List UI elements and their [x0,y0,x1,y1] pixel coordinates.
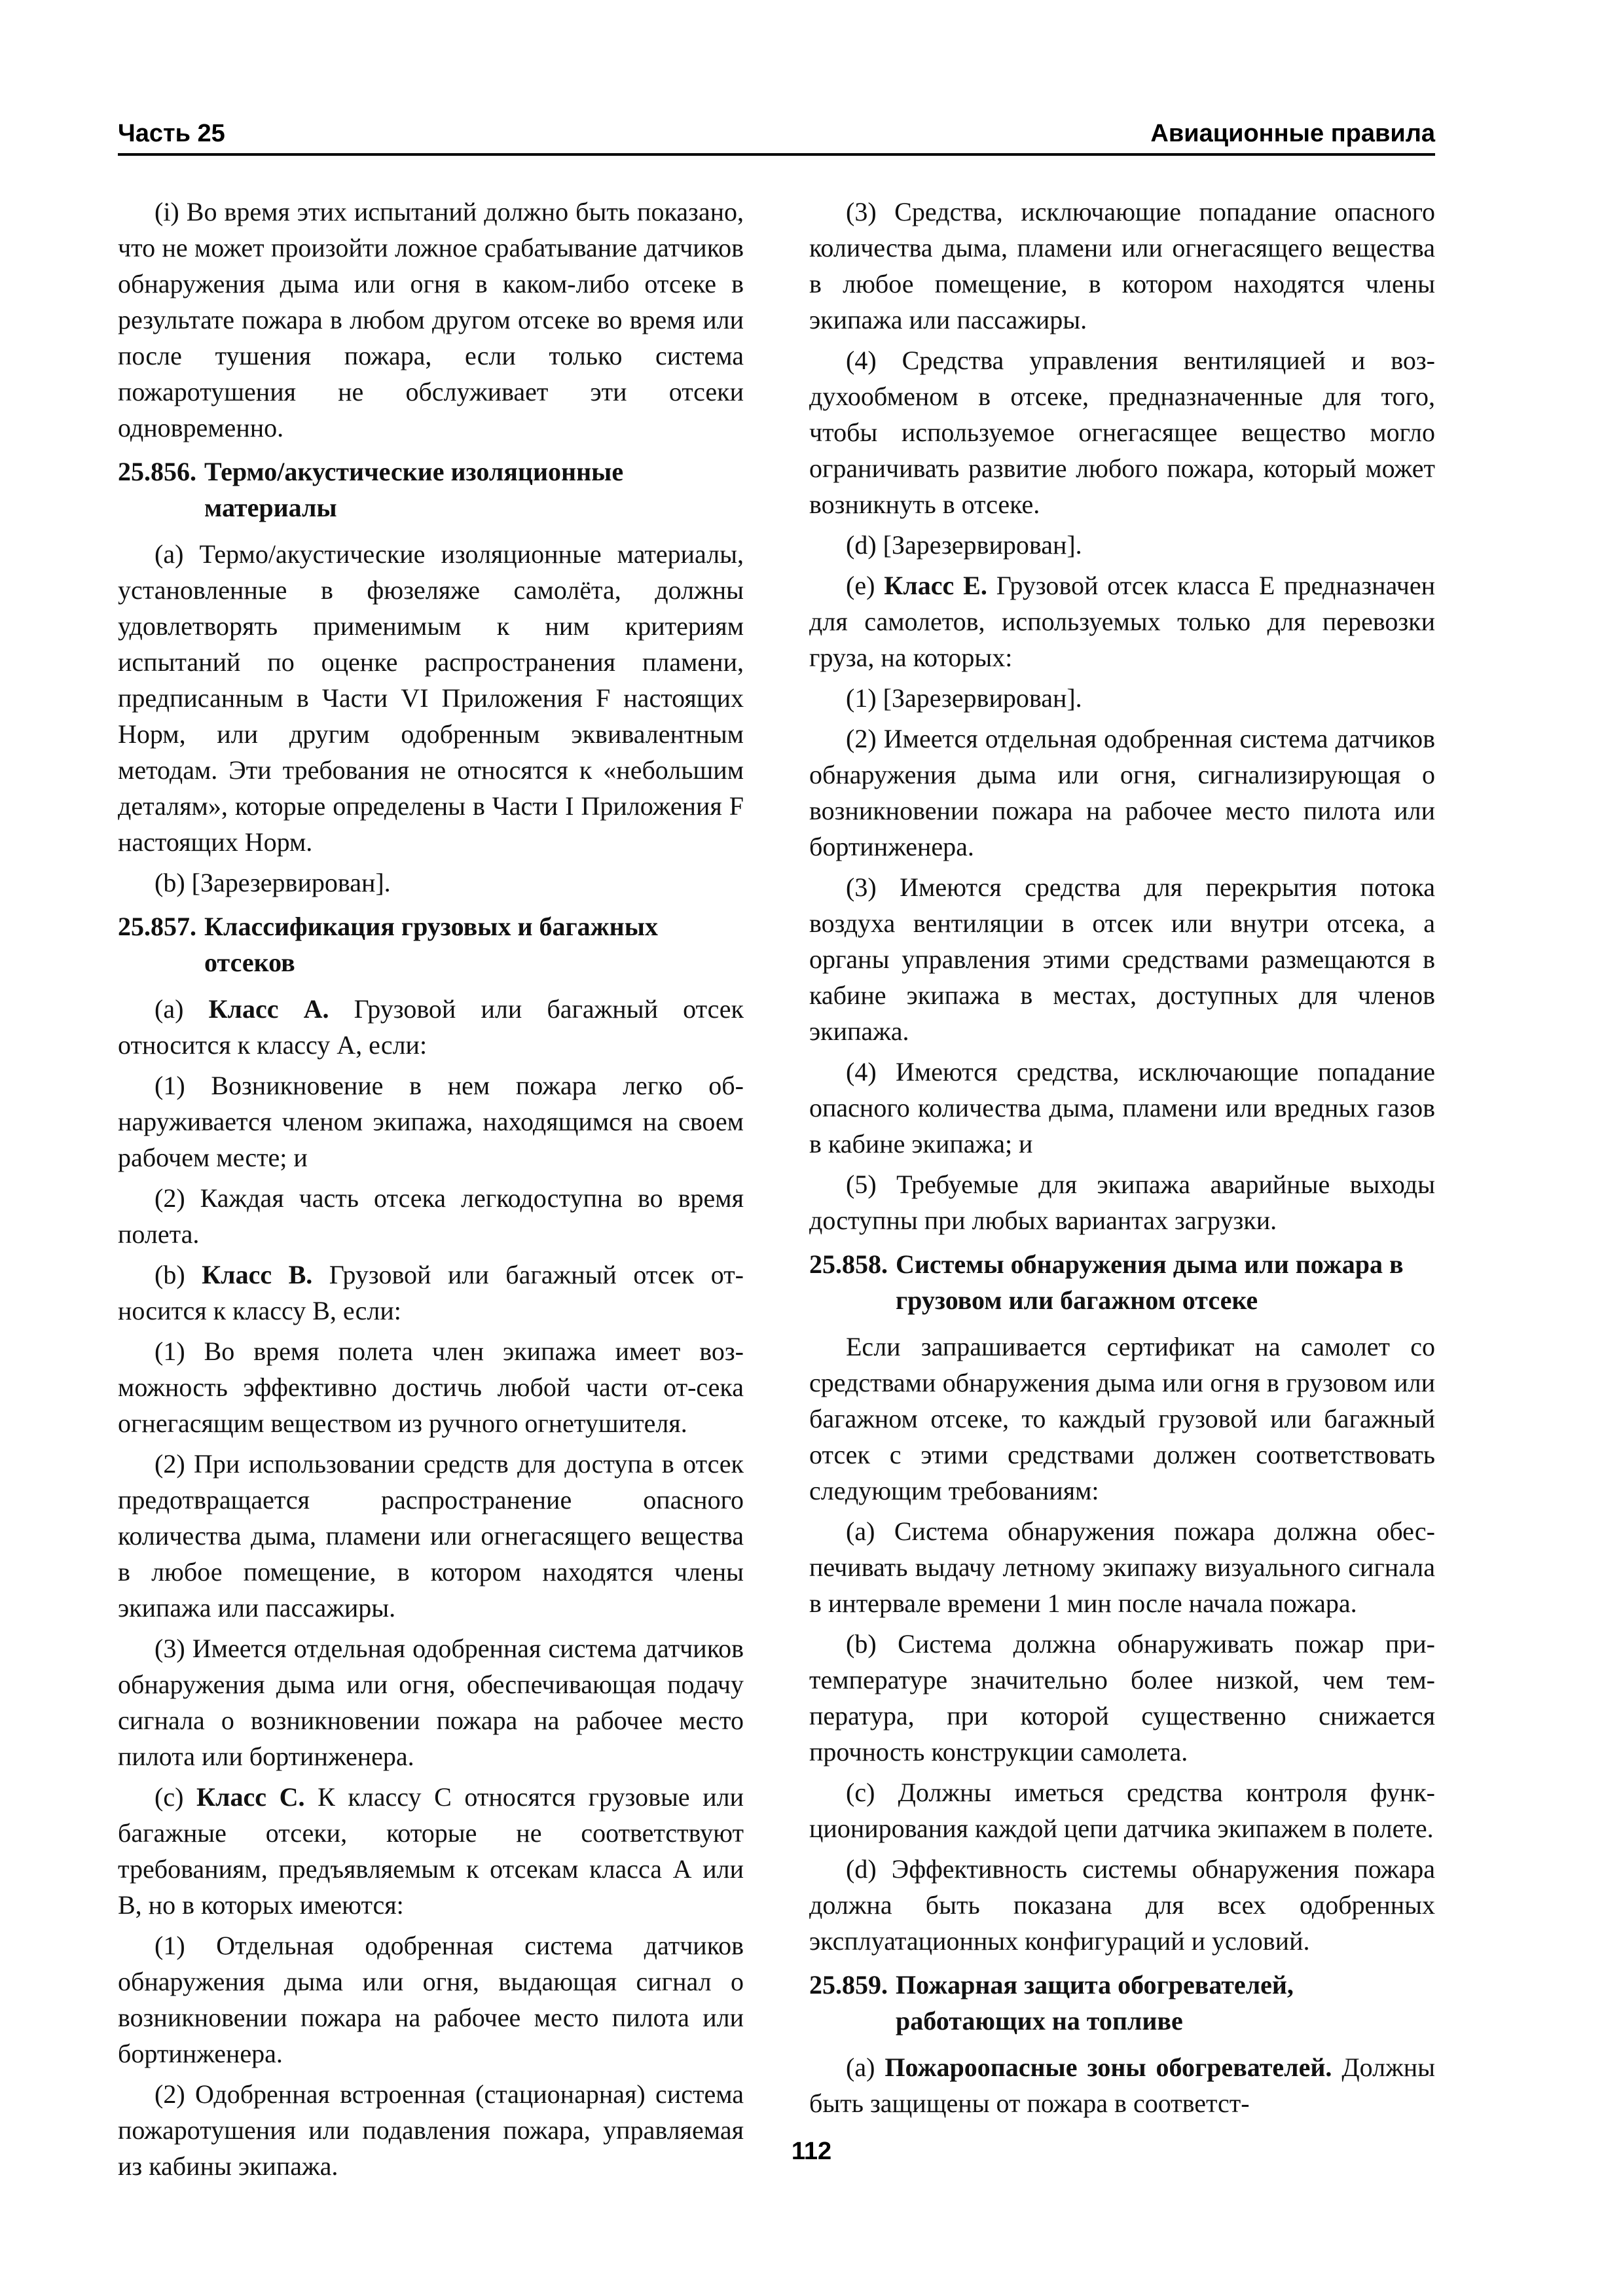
paragraph: (5) Требуемые для экипажа аварийные выходы доступны при любых вариантах загрузки. [809,1170,1435,1235]
paragraph: (2) Имеется отдельная одобренная система датчиков обнаружения дыма или огня, сигнализирующая о возникновении пожара на рабочее место пилота или бортинженера. [809,724,1435,861]
class-label: Класс А. [208,994,329,1024]
paragraph: (4) Средства управления вентиляцией и воздухообменом в отсеке, предназначенные для того, чтобы используемое огнегасящее вещество могло ограничивать развитие любого пожара, который может возникнуть в отсеке. [809,346,1435,519]
running-header [118,113,1435,156]
paragraph: (3) Имеется отдельная одобренная система датчиков обнаружения дыма или огня, обеспечивающая подачу сигнала о возникновении пожара на рабочее место пилота или бортинженера. [118,1634,744,1771]
paragraph: (3) Средства, исключающие попадание опасного количества дыма, пламени или огнегасящего вещества в любое помещение, в котором находятся члены экипажа или пассажиры. [809,197,1435,334]
paragraph: (2) Одобренная встроенная (стационарная) система пожаротушения или подавления пожара, управляемая из кабины экипажа. [118,2079,744,2181]
left-column [118,194,744,2189]
paragraph-heater-zones: (a) Пожароопасные зоны обогревателей. Должны быть защищены от пожара в соответст- [809,2053,1435,2118]
paragraph-class-c: (c) Класс С. К классу С относятся грузовые или багажные отсеки, которые не соответствуют требованиям, предъявляемым к отсекам класса А или В, но в которых имеются: [118,1782,744,1920]
class-label: Класс С. [196,1782,305,1812]
section-title: Системы обнаружения дыма или пожара в грузовом или багажном отсеке [896,1249,1404,1315]
paragraph: (1) Отдельная одобренная система датчиков обнаружения дыма или огня, выдающая сигнал о возникновении пожара на рабочее место пилота или бортинженера. [118,1931,744,2068]
section-heading-25-858 [809,1246,1435,1318]
section-title: Классификация грузовых и багажных отсеков [204,912,658,977]
subsection-label: Пожароопасные зоны обогревателей. [884,2053,1332,2082]
section-heading-25-857 [118,908,744,980]
paragraph: (3) Имеются средства для перекрытия потока воздуха вентиляции в отсек или внутри отсека, а органы управления этими средствами размещаются в кабине экипажа в местах, доступных для членов экипажа. [809,872,1435,1046]
paragraph: (2) Каждая часть отсека легкодоступна во время полета. [118,1183,744,1249]
section-heading-25-859 [809,1967,1435,2039]
header-title: Авиационные правила [1150,120,1435,147]
paragraph: (2) При использовании средств для доступа в отсек предотвращается распространение опасного количества дыма, пламени или огнегасящего вещества в любое помещение, в котором находятся члены экипажа или пассажиры. [118,1449,744,1623]
paragraph: (1) Во время полета член экипажа имеет возможность эффективно достичь любой части от-сека огнегасящим веществом из ручного огнетушителя. [118,1336,744,1438]
section-number: 25.856. [118,457,196,486]
paragraph: (c) Должны иметься средства контроля функционирования каждой цепи датчика экипажем в полете. [809,1778,1435,1843]
paragraph: Если запрашивается сертификат на самолет со средствами обнаружения дыма или огня в грузовом или багажном отсеке, то каждый грузовой или багажный отсек с этими средствами должен соответствовать следующим требованиям: [809,1332,1435,1505]
paragraph: (1) Возникновение в нем пожара легко обнаруживается членом экипажа, находящимся на своем рабочем месте; и [118,1071,744,1172]
class-label: Класс Е. [884,571,987,600]
section-title: Пожарная защита обогревателей, работающих на топливе [896,1970,1294,2036]
page-number: 112 [791,2138,832,2165]
class-label: Класс В. [202,1260,313,1289]
paragraph: (1) [Зарезервирован]. [846,683,1082,713]
section-title: Термо/акустические изоляционные материалы [204,457,624,522]
paragraph-class-e: (e) Класс Е. Грузовой отсек класса Е предназначен для самолетов, используемых только для перевозки груза, на которых: [809,571,1435,672]
paragraph: (b) Система должна обнаруживать пожар притемпературе значительно более низкой, чем температура, при которой существенно снижается прочность конструкции самолета. [809,1629,1435,1767]
paragraph: (i) Во время этих испытаний должно быть показано, что не может произойти ложное срабатывание датчиков обнаружения дыма или огня в каком-либо отсеке в результате пожара в любом другом отсеке во время или после тушения пожара, если только система пожаротушения не обслуживает эти отсеки одновременно. [118,197,744,442]
header-part-label: Часть 25 [118,120,225,147]
paragraph: (d) [Зарезервирован]. [846,530,1082,560]
right-column [809,194,1435,2126]
paragraph-class-b: (b) Класс В. Грузовой или багажный отсек относится к классу В, если: [118,1260,744,1325]
section-heading-25-856 [118,454,744,526]
paragraph: (a) Термо/акустические изоляционные материалы, установленные в фюзеляже самолёта, должны удовлетворять применимым к ним критериям испытаний по оценке распространения пламени, предписанным в Части VI Приложения F настоящих Норм, или другим одобренным эквивалентным методам. Эти требования не относятся к «небольшим деталям», которые определены в Части I Приложения F настоящих Норм. [118,539,744,857]
section-number: 25.857. [118,912,196,941]
paragraph: (d) Эффективность системы обнаружения пожара должна быть показана для всех одобренных эксплуатационных конфигураций и условий. [809,1854,1435,1956]
paragraph: (4) Имеются средства, исключающие попадание опасного количества дыма, пламени или вредных газов в кабине экипажа; и [809,1057,1435,1158]
section-number: 25.858. [809,1249,888,1279]
paragraph: (b) [Зарезервирован]. [155,868,391,897]
paragraph-class-a: (a) Класс А. Грузовой или багажный отсек относится к классу А, если: [118,994,744,1060]
paragraph: (a) Система обнаружения пожара должна обеспечивать выдачу летному экипажу визуального сигнала в интервале времени 1 мин после начала пожара. [809,1516,1435,1618]
section-number: 25.859. [809,1970,888,2000]
